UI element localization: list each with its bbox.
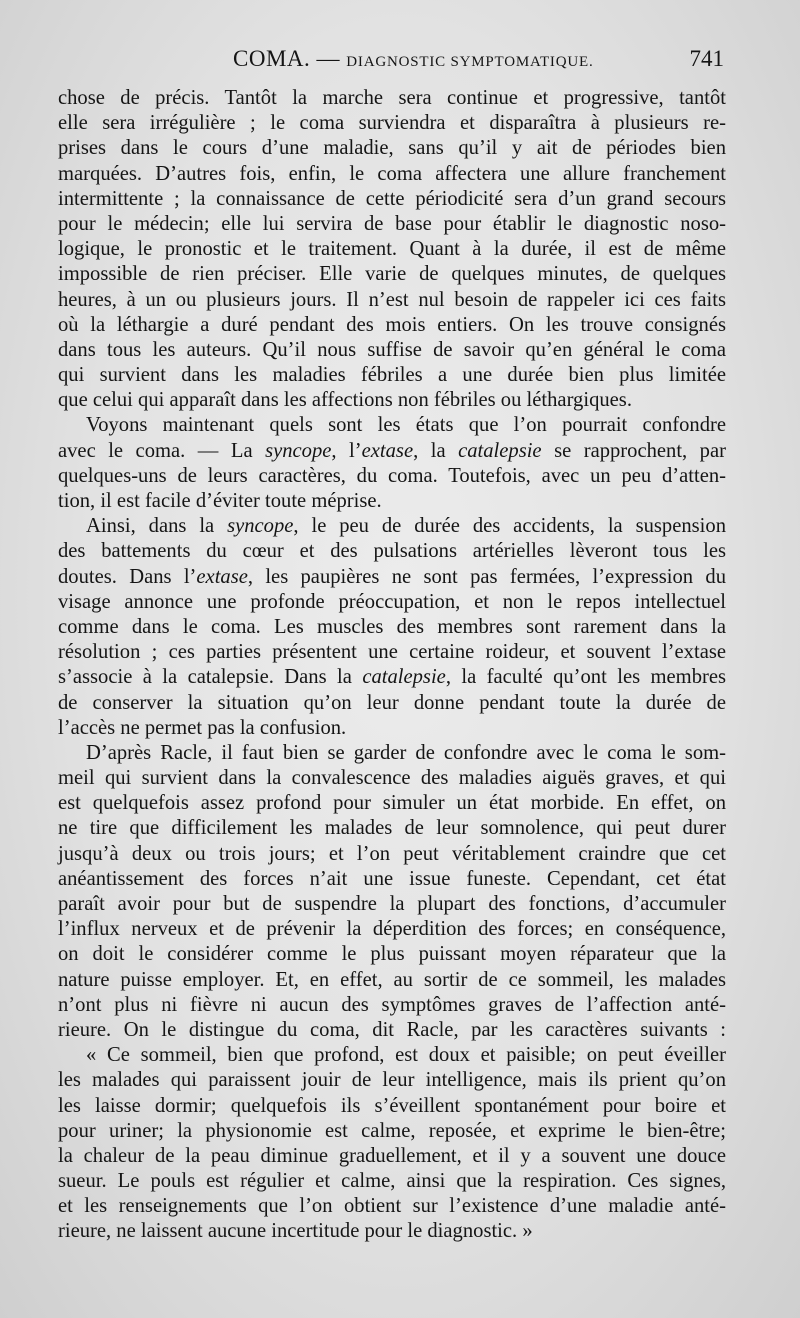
text-run: , les paupières ne sont pas fermées, l’expression du	[247, 565, 726, 588]
text-line: heures, à un ou plusieurs jours. Il n’est nul besoin de rappeler ici ces faits	[58, 288, 726, 311]
text-run: , le peu de durée des accidents, la suspension	[293, 515, 726, 538]
text-line: dans tous les auteurs. Qu’il nous suffise de savoir qu’en général le coma	[58, 338, 726, 361]
text-line: pour le médecin; elle lui servira de base pour établir le diagnostic noso-	[58, 212, 726, 235]
text-line: de conserver la situation qu’on leur donne pendant toute la durée de	[58, 691, 726, 714]
italic-term: extase	[196, 565, 248, 588]
text-line: n’ont plus ni fièvre ni aucun des symptômes graves de l’affection anté-	[58, 993, 726, 1016]
italic-term: catalepsie	[458, 439, 542, 462]
text-line: nature puisse employer. Et, en effet, au sortir de ce sommeil, les malades	[58, 968, 726, 991]
text-line: Voyons maintenant quels sont les états que l’on pourrait confondre	[86, 414, 726, 437]
text-run: doutes. Dans l’	[58, 565, 197, 588]
text-line	[58, 665, 726, 690]
text-line: « Ce sommeil, bien que profond, est doux et paisible; on peut éveiller	[86, 1044, 726, 1067]
text-line: des battements du cœur et des pulsations artérielles lèveront tous les	[58, 540, 726, 563]
text-run: Ainsi, dans la	[86, 515, 228, 538]
text-line: logique, le pronostic et le traitement. Quant à la durée, il est de même	[58, 238, 726, 261]
text-line: elle sera irrégulière ; le coma surviendra et disparaîtra à plusieurs re-	[58, 112, 726, 135]
text-line: paraît avoir pour but de suspendre la plupart des fonctions, d’accumuler	[58, 893, 726, 915]
page-number: 741	[689, 46, 724, 71]
running-title-sub: DIAGNOSTIC SYMPTOMATIQUE.	[346, 54, 594, 70]
text-run: , l’	[331, 439, 362, 462]
text-line: pour uriner; la physionomie est calme, reposée, et exprime le bien-être;	[58, 1119, 726, 1142]
text-run: , la	[413, 439, 459, 462]
text-line: comme dans le coma. Les muscles des membres sont rarement dans la	[58, 615, 726, 638]
text-line	[58, 439, 726, 464]
text-line: marquées. D’autres fois, enfin, le coma affectera une allure franchement	[58, 162, 726, 185]
text-line: ne tire que difficilement les malades de leur somnolence, qui peut durer	[58, 817, 726, 840]
text-line: l’influx nerveux et de prévenir la déperdition des forces; en conséquence,	[58, 918, 726, 941]
text-line: les malades qui paraissent jouir de leur intelligence, mais ils prient qu’on	[58, 1069, 726, 1092]
body-text	[58, 86, 726, 1245]
running-head	[58, 46, 726, 78]
italic-term: syncope	[227, 515, 294, 538]
text-line: on doit le considérer comme le plus puissant moyen réparateur que la	[58, 943, 726, 966]
text-line: rieure, ne laissent aucune incertitude pour le diagnostic. »	[58, 1220, 533, 1243]
text-line: sueur. Le pouls est régulier et calme, ainsi que la respiration. Ces signes,	[58, 1170, 726, 1193]
text-line	[58, 514, 726, 539]
text-line: l’accès ne permet pas la confusion.	[58, 716, 347, 739]
text-line: qui survient dans les maladies fébriles a une durée bien plus limitée	[58, 364, 726, 387]
text-run: se rapprochent, par	[541, 439, 726, 462]
text-line: visage annonce une profonde préoccupation, et non le repos intellectuel	[58, 590, 726, 613]
text-line: que celui qui apparaît dans les affections non fébriles ou léthargiques.	[58, 389, 632, 412]
text-line: anéantissement des forces n’ait une issue funeste. Cependant, cet état	[58, 867, 726, 890]
text-run: s’associe à la catalepsie. Dans la	[58, 666, 363, 689]
text-line: quelques-uns de leurs caractères, du coma. Toutefois, avec un peu d’atten-	[58, 464, 726, 487]
running-title	[233, 46, 594, 72]
text-line	[58, 565, 726, 590]
text-line: les laisse dormir; quelquefois ils s’éveillent spontanément pour boire et	[58, 1094, 726, 1117]
text-line: impossible de rien préciser. Elle varie de quelques minutes, de quelques	[58, 263, 726, 286]
running-title-main: COMA.	[233, 46, 311, 71]
text-line: résolution ; ces parties présentent une certaine roideur, et souvent l’extase	[58, 641, 726, 664]
italic-term: extase	[361, 439, 414, 462]
text-line: intermittente ; la connaissance de cette périodicité sera d’un grand secours	[58, 187, 726, 210]
text-line: tion, il est facile d’éviter toute méprise.	[58, 490, 382, 512]
text-line: et les renseignements que l’on obtient sur l’existence d’une maladie anté-	[58, 1195, 726, 1218]
text-line: est quelquefois assez profond pour simuler un état morbide. En effet, on	[58, 792, 726, 815]
text-run: avec le coma. — La	[58, 439, 266, 462]
running-title-dash: —	[316, 46, 341, 71]
text-line: D’après Racle, il faut bien se garder de confondre avec le coma le som-	[86, 741, 726, 764]
text-run: , la faculté qu’ont les membres	[445, 666, 727, 689]
text-line: meil qui survient dans la convalescence des maladies aiguës graves, et qui	[58, 767, 726, 790]
text-line: la chaleur de la peau diminue graduellement, et il y a souvent une douce	[58, 1144, 726, 1167]
text-line: jusqu’à deux ou trois jours; et l’on peut véritablement craindre que cet	[58, 842, 726, 865]
text-line: chose de précis. Tantôt la marche sera continue et progressive, tantôt	[58, 87, 726, 109]
italic-term: syncope	[265, 439, 332, 462]
text-line: prises dans le cours d’une maladie, sans qu’il y ait de périodes bien	[58, 137, 726, 160]
italic-term: catalepsie	[362, 666, 446, 689]
text-line: où la léthargie a duré pendant des mois entiers. On les trouve consignés	[58, 313, 726, 336]
text-line: rieure. On le distingue du coma, dit Racle, par les caractères suivants :	[58, 1018, 726, 1041]
